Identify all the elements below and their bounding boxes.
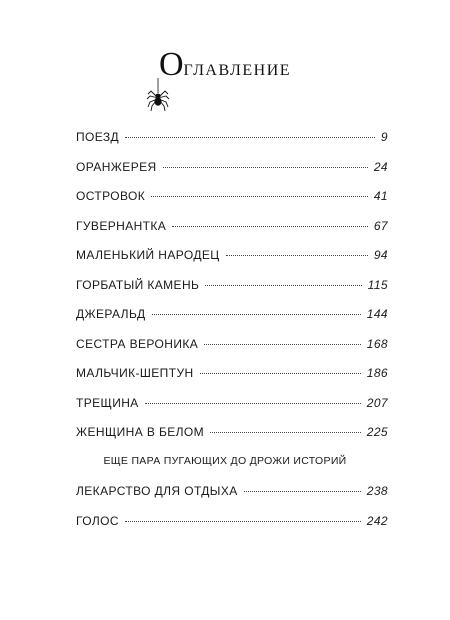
toc-entry-title: ЛЕКАРСТВО ДЛЯ ОТДЫХА bbox=[76, 484, 238, 498]
toc-entry[interactable] bbox=[76, 219, 388, 249]
dot-leader bbox=[125, 137, 375, 138]
extra-section-heading: ЕЩЕ ПАРА ПУГАЮЩИХ ДО ДРОЖИ ИСТОРИЙ bbox=[103, 455, 347, 467]
dot-leader bbox=[145, 403, 361, 404]
toc-entry[interactable] bbox=[76, 514, 388, 544]
dot-leader bbox=[226, 255, 368, 256]
toc-entry[interactable] bbox=[76, 160, 388, 190]
toc-entry[interactable] bbox=[76, 425, 388, 455]
toc-entry[interactable] bbox=[76, 189, 388, 219]
toc-entry[interactable] bbox=[76, 130, 388, 160]
toc-entry[interactable] bbox=[76, 484, 388, 514]
toc-entry-title: ЖЕНЩИНА В БЕЛОМ bbox=[76, 425, 205, 439]
toc-entry-page: 225 bbox=[366, 425, 388, 439]
toc-entry-title: СЕСТРА ВЕРОНИКА bbox=[76, 336, 199, 351]
dot-leader bbox=[125, 521, 361, 522]
toc-entry-page: 242 bbox=[366, 513, 388, 528]
toc-entry-title: ДЖЕРАЛЬД bbox=[76, 307, 146, 321]
toc-entry-title: ОСТРОВОК bbox=[76, 189, 146, 203]
dot-leader bbox=[152, 314, 361, 315]
toc-entry-page: 24 bbox=[373, 159, 388, 174]
dot-leader bbox=[244, 491, 361, 492]
toc-main-list bbox=[76, 130, 388, 455]
toc-entry-title: ОРАНЖЕРЕЯ bbox=[76, 159, 157, 174]
title-initial: О bbox=[158, 46, 184, 83]
toc-entry[interactable] bbox=[76, 278, 388, 308]
spider-icon bbox=[146, 78, 170, 112]
toc-entry-title: ГУВЕРНАНТКА bbox=[76, 218, 167, 233]
toc-entry-page: 238 bbox=[366, 484, 388, 498]
dot-leader bbox=[200, 373, 361, 374]
toc-entry[interactable] bbox=[76, 307, 388, 337]
dot-leader bbox=[172, 226, 368, 227]
toc-entry-page: 9 bbox=[380, 130, 388, 144]
toc-entry[interactable] bbox=[76, 366, 388, 396]
toc-entry-page: 41 bbox=[373, 189, 388, 203]
toc-extra-list bbox=[76, 484, 388, 543]
dot-leader bbox=[163, 167, 368, 168]
toc-entry-title: ГОЛОС bbox=[76, 513, 119, 528]
toc-entry-title: МАЛЕНЬКИЙ НАРОДЕЦ bbox=[76, 248, 220, 262]
toc-entry-page: 207 bbox=[366, 395, 388, 410]
title-rest: главление bbox=[183, 55, 292, 80]
toc-entry-page: 144 bbox=[366, 307, 388, 321]
toc-entry-page: 67 bbox=[373, 218, 388, 233]
dot-leader bbox=[151, 196, 368, 197]
page-title bbox=[0, 46, 450, 84]
dot-leader bbox=[210, 432, 361, 433]
dot-leader bbox=[204, 344, 361, 345]
dot-leader bbox=[205, 285, 361, 286]
toc-entry-title: ПОЕЗД bbox=[76, 130, 120, 144]
toc-entry-title: ГОРБАТЫЙ КАМЕНЬ bbox=[76, 277, 200, 292]
toc-entry-title: МАЛЬЧИК-ШЕПТУН bbox=[76, 366, 194, 380]
toc-entry-page: 115 bbox=[367, 277, 388, 292]
toc-entry[interactable] bbox=[76, 396, 388, 426]
toc-entry[interactable] bbox=[76, 337, 388, 367]
toc-entry-title: ТРЕЩИНА bbox=[76, 395, 139, 410]
toc-entry-page: 186 bbox=[366, 366, 388, 380]
toc-entry-page: 94 bbox=[373, 248, 388, 262]
toc-entry-page: 168 bbox=[366, 336, 388, 351]
toc-entry[interactable] bbox=[76, 248, 388, 278]
